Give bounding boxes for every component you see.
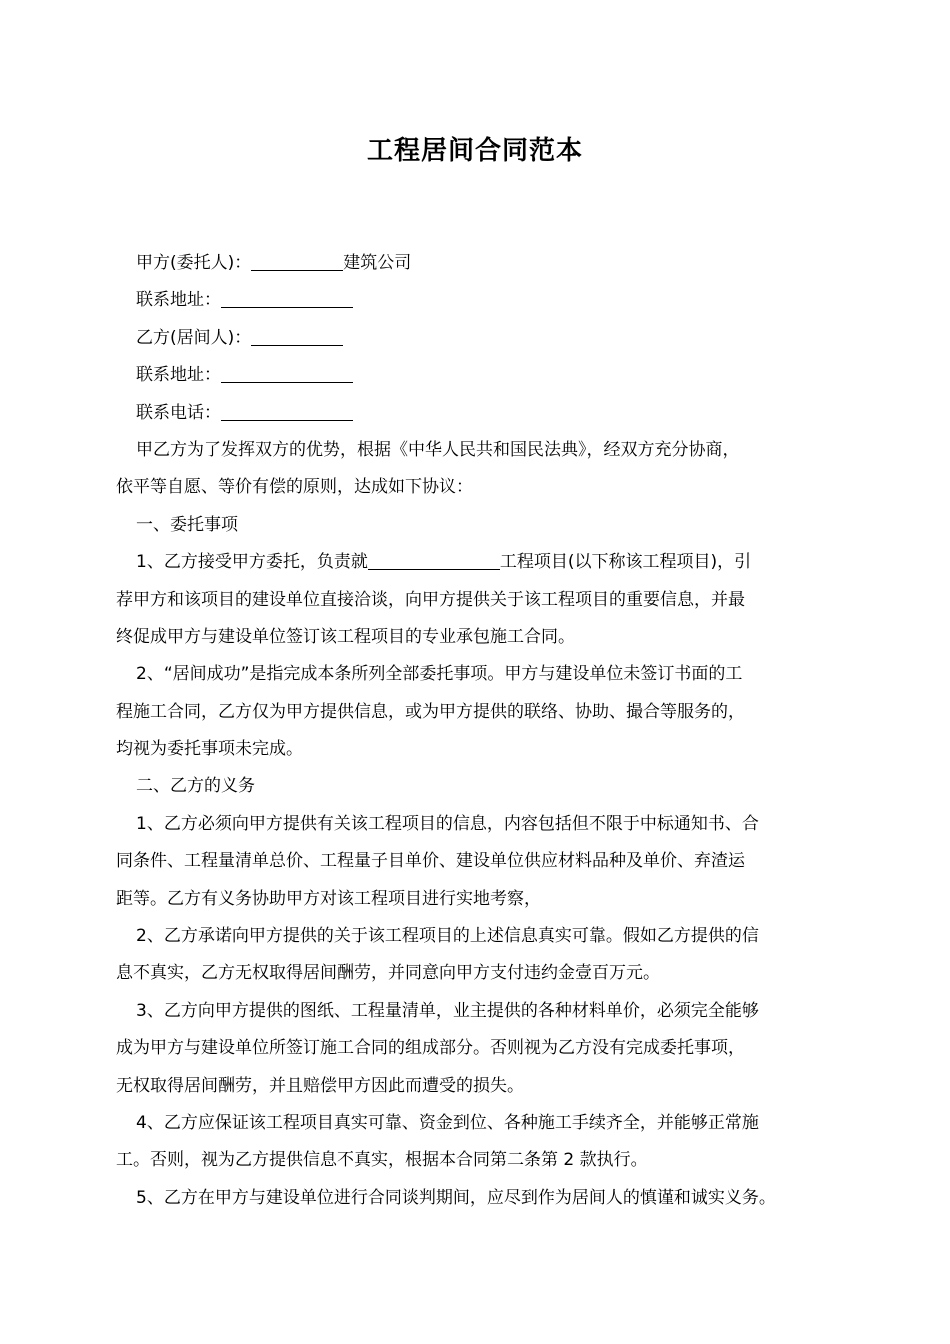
clause-line: 工。否则，视为乙方提供信息不真实，根据本合同第二条第 2 款执行。: [116, 1150, 648, 1171]
clause-line: 荐甲方和该项目的建设单位直接洽谈，向甲方提供关于该工程项目的重要信息，并最: [116, 589, 745, 610]
phone-field: [116, 395, 841, 432]
phone-label: 联系电话：: [136, 402, 221, 423]
clause-line: 同条件、工程量清单总价、工程量子目单价、建设单位供应材料品种及单价、弃渣运: [116, 851, 745, 872]
clause-line: 程施工合同，乙方仅为甲方提供信息，或为甲方提供的联络、协助、撮合等服务的，: [116, 701, 745, 722]
clause-line: 距等。乙方有义务协助甲方对该工程项目进行实地考察，: [116, 888, 541, 909]
address-b-blank: [221, 362, 353, 383]
clause-line: 2、乙方承诺向甲方提供的关于该工程项目的上述信息真实可靠。假如乙方提供的信: [136, 926, 759, 947]
address-a-blank: [221, 287, 353, 308]
clause-line: 终促成甲方与建设单位签订该工程项目的专业承包施工合同。: [116, 626, 575, 647]
party-a-field: [116, 245, 841, 282]
clause-line: 成为甲方与建设单位所签订施工合同的组成部分。否则视为乙方没有完成委托事项，: [116, 1038, 745, 1059]
address-b-label: 联系地址：: [136, 365, 221, 386]
address-b-field: [116, 357, 841, 394]
clause-line: 1、乙方必须向甲方提供有关该工程项目的信息，内容包括但不限于中标通知书、合: [136, 813, 759, 834]
clause-line: [116, 544, 841, 581]
address-a-label: 联系地址：: [136, 290, 221, 311]
section-heading: 二、乙方的义务: [136, 776, 255, 797]
clause-line: 无权取得居间酬劳，并且赔偿甲方因此而遭受的损失。: [116, 1075, 524, 1096]
clause-line: 4、乙方应保证该工程项目真实可靠、资金到位、各种施工手续齐全，并能够正常施: [136, 1112, 759, 1133]
document-title: 工程居间合同范本: [366, 136, 583, 166]
document-body: [116, 245, 841, 1217]
intro-line: 甲乙方为了发挥双方的优势，根据《中华人民共和国民法典》，经双方充分协商，: [136, 439, 740, 460]
party-a-suffix: 建筑公司: [343, 253, 412, 273]
address-a-field: [116, 282, 841, 319]
party-a-label: 甲方(委托人)：: [136, 253, 252, 273]
party-b-blank: [251, 325, 343, 346]
party-b-label: 乙方(居间人)：: [136, 327, 252, 348]
party-b-field: [116, 320, 841, 357]
clause-line: 均视为委托事项未完成。: [116, 739, 303, 760]
clause-line: 3、乙方向甲方提供的图纸、工程量清单，业主提供的各种材料单价，必须完全能够: [136, 1000, 759, 1021]
section-heading: 一、委托事项: [136, 514, 238, 535]
party-a-blank: [251, 250, 343, 271]
clause-line: 5、乙方在甲方与建设单位进行合同谈判期间，应尽到作为居间人的慎谨和诚实义务。: [136, 1187, 776, 1208]
clause-line: 2、“居间成功”是指完成本条所列全部委托事项。甲方与建设单位未签订书面的工: [136, 664, 743, 685]
phone-blank: [221, 400, 353, 421]
clause-1-1-suffix: 工程项目(以下称该工程项目)，引: [499, 552, 752, 573]
clause-line: 息不真实，乙方无权取得居间酬劳，并同意向甲方支付违约金壹百万元。: [116, 963, 660, 984]
clause-1-1-prefix: 1、乙方接受甲方委托，负责就: [136, 552, 368, 573]
project-name-blank: [368, 549, 500, 570]
intro-line: 依平等自愿、等价有偿的原则，达成如下协议：: [116, 477, 473, 498]
